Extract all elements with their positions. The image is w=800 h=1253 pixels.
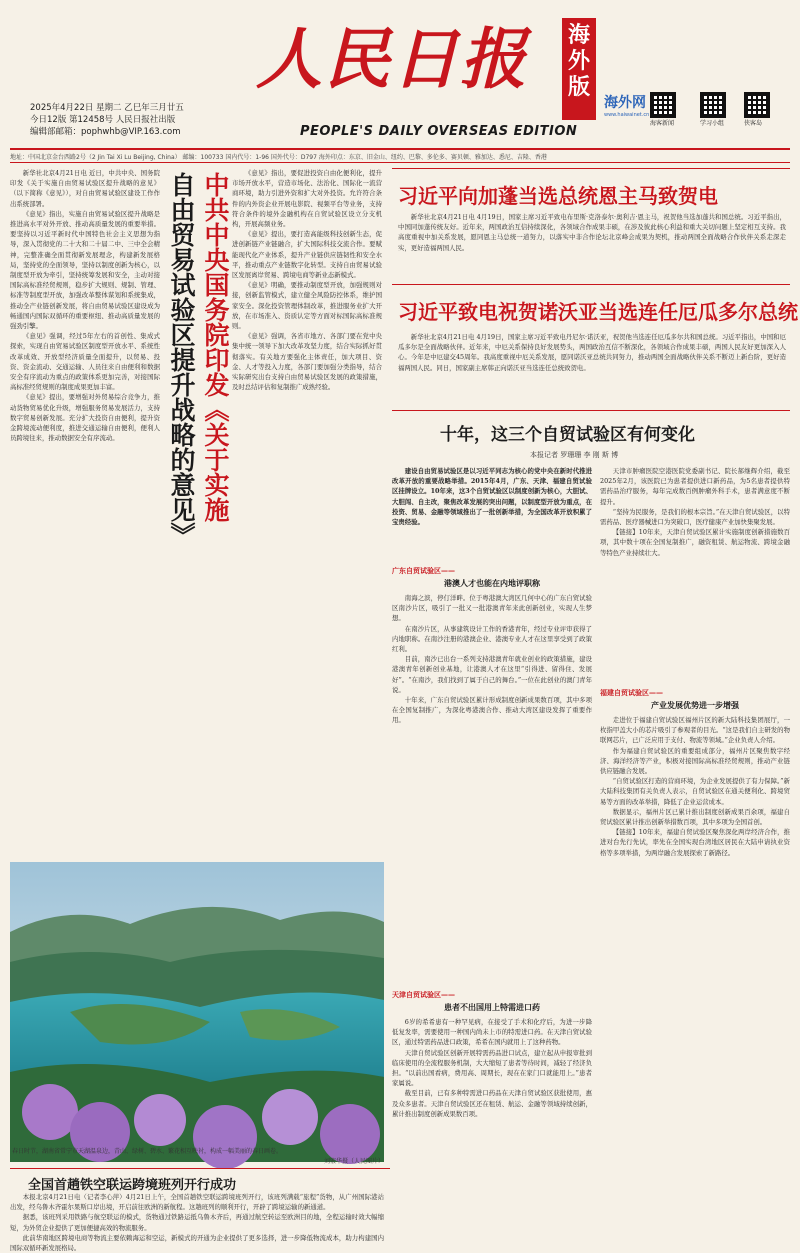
section-paragraph: 天津自贸试验区创新开展特需药品进口试点，建立起从申报审批到临床使用的全流程服务机制，大大缩短了患者等待时间，减轻了经济负担。“以前出国看病，费用高、周期长，现在在家门口就能用上。”患者家属说。 <box>392 1048 592 1088</box>
feature-right-column <box>600 466 790 684</box>
section-tianjin <box>392 990 592 1197</box>
lead-paragraph: 《意见》指出，要促进投资自由化便利化，提升市场开放水平，营造市场化、法治化、国际化一流营商环境，助力引进外资和扩大对外投资。允许符合条件的内外资企业开展电影院、视频平台等业务，支持符合条件的境外金融机构在自贸试验区设立分支机构，开展高频业务。 <box>232 169 382 229</box>
haiwainet-name: 海外网 <box>604 95 646 111</box>
qr-label-2: 学习小组 <box>700 120 725 127</box>
section-tag: 广东自贸试验区—— <box>392 567 455 575</box>
qr-code-icon <box>650 92 676 118</box>
news2-body <box>398 332 786 404</box>
section-title[interactable]: 患者不出国用上特需进口药 <box>444 1003 540 1012</box>
lead-title-line-2[interactable]: 自由贸易试验区提升战略的意见》 <box>167 172 196 547</box>
lead-paragraph: 《意见》强调，各省市地方、各部门要在党中央集中统一领导下加大改革攻坚力度，结合实际抓好贯彻落实。有关地方要强化主体责任，加大项目、资金、人才等投入力度，各部门要加强分类指导，结合实际研究出台支持自由贸易试验区发展的政策措施，及时总结评估和复制推广成熟经验。 <box>232 332 382 392</box>
railway-body <box>10 1192 384 1253</box>
haiwainet-url: www.haiwainet.cn <box>604 112 650 118</box>
section-paragraph: 截至目前，已有多种特需进口药品在天津自贸试验区获批使用，惠及众多患者。天津自贸试验区还在租赁、航运、金融等领域持续创新，累计推出制度创新成果数百项。 <box>392 1089 592 1118</box>
section-tag: 天津自贸试验区—— <box>392 991 455 999</box>
feature-paragraph: “坚持为民服务，是我们的根本宗旨。”在天津自贸试验区，以特需药品、医疗器械进口为突破口，医疗健康产业加快集聚发展。 <box>600 507 790 527</box>
qr-code-icon <box>700 92 726 118</box>
section-paragraph: 数据显示，福州片区已累计推出制度创新成果百余项，福建自贸试验区累计推出创新举措数百项，其中多项为全国首创。 <box>600 807 790 827</box>
section-paragraph: 十年来，广东自贸试验区累计形成制度创新成果数百项，其中多项在全国复制推广，为深化粤港澳合作、推动大湾区建设发挥了重要作用。 <box>392 696 592 725</box>
infobar-rule <box>10 162 790 163</box>
section-body <box>392 1017 592 1197</box>
lead-title-line-1[interactable]: 中共中央国务院印发《关于实施 <box>201 172 230 522</box>
qr-group-2[interactable] <box>700 92 726 130</box>
section-guangdong <box>392 566 592 893</box>
section-title[interactable]: 产业发展优势进一步增强 <box>651 701 739 710</box>
section-paragraph: 在南沙片区，从事建筑设计工作的香港青年，经过专业评审获得了内地职称。在南沙注册的港澳企业、港澳专业人才在这里享受到了政策红利。 <box>392 624 592 654</box>
lead-column-1 <box>10 168 160 858</box>
section-title[interactable]: 港澳人才也能在内地评职称 <box>444 579 540 588</box>
news2-paragraph: 新华社北京4月21日电 4月19日，国家主席习近平致电丹尼尔·诺沃亚，祝贺他当选连任厄瓜多尔共和国总统。习近平指出，中国和厄瓜多尔是全面战略伙伴。近年来，中厄关系保持良好发展势头，两国政治互信不断深化，各领域合作成果丰硕，两国人民友好更加深入人心。今年是中厄建交45周年。我高度重视中厄关系发展，愿同诺沃亚总统共同努力，推动两国全面战略伙伴关系不断迈上新台阶，更好造福两国人民。同日，国家副主席韩正向诺沃亚当选连任总统致贺电。 <box>398 333 786 372</box>
section-paragraph: 走进位于福建自贸试验区福州片区的新大陆科技集团展厅，一枚指甲盖大小的芯片吸引了参观者的目光。“这是我们自主研发的物联网芯片，已广泛应用于支付、物流等领域。”企业负责人介绍。 <box>600 716 790 745</box>
section-paragraph: 目前，南沙已出台一系列支持港澳青年就业创业的政策措施，建设港澳青年创新创业基地，让港澳人才在这里“引得进、留得住、发展好”。“在南沙，我们找到了属于自己的舞台。”一位在此创业的澳门青年说。 <box>392 655 592 694</box>
qr-code-icon <box>744 92 770 118</box>
section-paragraph: 【链接】10年来，福建自贸试验区聚焦深化两岸经济合作，推进对台先行先试，率先在全国实现台湾地区居民在大陆申请执业资格等多项举措，为两岸融合发展探索了新路径。 <box>600 828 790 857</box>
lead-paragraph: 《意见》提出，要打造高能级科技创新生态，促进创新链产业链融合，扩大国际科技交流合作。要赋能现代化产业体系，提升产业链供应链韧性和安全水平，推动重点产业链数字化转型。支持自由贸易试验区发展离岸贸易、跨境电商等新业态新模式。 <box>232 230 382 280</box>
railway-paragraph: 本报北京4月21日电（记者李心萍）4月21日上午，全国首趟铁空联运跨境班列开行，该班列满载“旅程”货物，从广州国际港站出发，经乌鲁木齐霍尔果斯口岸出境，开启前往欧洲的新航程。这趟班列的顺利开行，开辟了跨境运输的新通道。 <box>10 1193 384 1212</box>
qr-label-3: 侠客岛 <box>744 120 763 127</box>
section-tag: 福建自贸试验区—— <box>600 689 663 697</box>
masthead-rule <box>10 148 790 150</box>
editorial-email[interactable]: 编辑部邮箱：pophwhb@VIP.163.com <box>30 127 181 137</box>
lead-column-2 <box>232 168 382 858</box>
lake-landscape-photo[interactable] <box>10 862 384 1162</box>
lead-paragraph: 《意见》明确，要推动制度型开放，加强规则对接，创新监管模式，建立健全风险防控体系，维护国家安全。深化投资管理体制改革，推进服务业扩大开放，在市场准入、资质认定等方面对标国际高标准规则。 <box>232 281 382 331</box>
section-paragraph: 南海之滨，停仃洋畔。位于粤港澳大湾区几何中心的广东自贸试验区南沙片区，吸引了一批又一批港澳青年来此创新创业，实现人生梦想。 <box>392 594 592 623</box>
photo1-credit: 刘宏华摄（人民图片） <box>323 1158 384 1165</box>
railway-top-rule <box>10 1168 390 1169</box>
lake-landscape-image <box>10 862 384 1162</box>
photo1-caption: 春日时节，湖南省常宁市天湖温泉边，青山、绿树、碧水、繁花相互映衬，构成一幅美丽的春日画卷。 <box>12 1148 283 1155</box>
issue-date: 2025年4月22日 星期二 乙巳年三月廿五 <box>30 103 184 113</box>
masthead <box>18 6 788 152</box>
lead-paragraph: 《意见》提出，要增强对外贸易综合竞争力，推动货物贸易优化升级，增强服务贸易发展活力，支持数字贸易创新发展。充分扩大投资自由便利，提升资金跨境流动便利度，推进交通运输自由便利，便利人员跨境往来，推动数据安全有序流动。 <box>10 393 160 443</box>
section-body <box>600 715 790 1195</box>
news2-headline[interactable]: 习近平致电祝贺诺沃亚当选连任厄瓜多尔总统 <box>398 300 798 324</box>
edition-badge-text: 海外版 <box>567 22 590 100</box>
section-fujian <box>600 688 790 1195</box>
section-paragraph: 作为福建自贸试验区的重要组成部分，福州片区聚焦数字经济、海洋经济等产业，积极对接国际高标准经贸规则，推动产业链供应链融合发展。 <box>600 746 790 776</box>
railway-paragraph: 此前华南地区跨境电商等物流主要依赖海运和空运，新模式的开通为企业提供了更多选择，进一步降低物流成本，助力构建国内国际双循环新发展格局。 <box>10 1233 384 1253</box>
section-paragraph: “自贸试验区打造的营商环境，为企业发展提供了有力保障。”新大陆科技集团有关负责人表示，自贸试验区在通关便利化、跨境贸易等方面的改革举措，降低了企业运营成本。 <box>600 777 790 806</box>
news1-headline[interactable]: 习近平向加蓬当选总统恩主马致贺电 <box>398 184 718 208</box>
news2-bottom-rule <box>392 410 790 411</box>
news1-body <box>398 212 786 278</box>
feature-intro-paragraph: 建设自由贸易试验区是以习近平同志为核心的党中央在新时代推进改革开放的重要战略举措。2015年4月，广东、天津、福建自贸试验区挂牌设立。10年来，这3个自贸试验区以制度创新为核心，大胆试、大胆闯、自主改，聚焦改革发展的突出问题，以制度型开放为重点，在投资、贸易、金融等领域推出了一批创新举措，为全国改革开放积累了宝贵经验。 <box>392 467 592 527</box>
news1-paragraph: 新华社北京4月21日电 4月19日，国家主席习近平致电布里斯·克洛泰尔·奥利吉·恩主马，祝贺他当选加蓬共和国总统。习近平指出，中国同加蓬传统友好。近年来，两国政治互信持续深化，各领域合作成果丰硕，在涉及彼此核心利益和重大关切问题上坚定相互支持。我高度重视中加关系发展，愿同恩主马总统一道努力，以落实中非合作论坛北京峰会成果为契机，推动两国全面战略合作伙伴关系走深走实，更好造福两国人民。 <box>398 213 786 252</box>
news1-top-rule <box>392 168 790 169</box>
railway-headline[interactable]: 全国首趟铁空联运跨境班列开行成功 <box>28 1178 237 1193</box>
feature-headline[interactable]: 十年，这三个自贸试验区有何变化 <box>440 425 695 445</box>
newspaper-logo: 人民日报 <box>256 20 528 98</box>
lead-paragraph: 新华社北京4月21日电 近日，中共中央、国务院印发《关于实施自由贸易试验区提升战略的意见》（以下简称《意见》），对自由贸易试验区建设工作作出系统部署。 <box>10 169 160 208</box>
haiwainet-logo[interactable] <box>604 92 648 118</box>
feature-byline: 本报记者 罗珊珊 李 刚 斯 博 <box>530 451 619 459</box>
feature-intro <box>392 466 592 558</box>
edition-badge <box>562 18 596 120</box>
feature-paragraph: 天津市肿瘤医院空港医院党委副书记、院长郝继辉介绍，截至2025年2月，该医院已为患者提供进口新药品，为5名患者提供特需药品治疗服务，每年完成数百例肿瘤外科手术，患者满意度不断提升。 <box>600 467 790 506</box>
railway-paragraph: 据悉，该班列采用铁路与航空联运的模式，货物通过铁路运抵乌鲁木齐后，再通过航空转运至欧洲目的地，全程运输时效大幅缩短，为外贸企业提供了更加便捷高效的物流服务。 <box>10 1213 384 1232</box>
lead-paragraph: 《意见》指出，实施自由贸易试验区提升战略是推进高水平对外开放、推动高质量发展的重要举措。要坚持以习近平新时代中国特色社会主义思想为指导，深入贯彻党的二十大和二十届二中、三中全会精神，完整准确全面贯彻新发展理念，构建新发展格局，坚持党的全面领导，坚持以制度创新为核心，以制度型开放为牵引，坚持统筹发展和安全，主动对接国际高标准经贸规则，稳步扩大规则、规制、管理、标准等制度型开放，加强改革整体谋划和系统集成，推动全产业链创新发展，将自由贸易试验区建设成为畅通国内国际双循环的重要枢纽、推动高质量发展的强劲引擎。 <box>10 209 160 331</box>
section-body <box>392 593 592 893</box>
lead-paragraph: 《意见》强调，经过5年左右的首创性、集成式探索，实现自由贸易试验区制度型开放水平、系统性改革成效、开放型经济质量全面提升，以贸易、投资、资金流动、交通运输、人员往来自由便利和数据安全有序流动为重点的政策体系更加完善，对接国际高标准经贸规则的制度成果更加丰富。 <box>10 332 160 392</box>
issue-number: 今日12版 第12458号 人民日报社出版 <box>30 115 176 125</box>
news1-bottom-rule <box>392 284 790 285</box>
address-bar: 地址：中国北京金台西路2号（2 Jin Tai Xi Lu Beijing, China） 邮编：100733 国内代号：1-96 国外代号：D797 海外印点：东京、旧金山、纽约、巴黎、多伦多、赛贝顿、雅加达、悉尼、吉隆、香港 <box>10 154 547 161</box>
feature-paragraph: 【链接】10年来，天津自贸试验区累计实施制度创新措施数百项，其中数十项在全国复制推广，融资租赁、航运物流、跨境金融等特色产业持续壮大。 <box>600 528 790 557</box>
section-paragraph: 6岁的希希患有一种罕见病，在接受了手术和化疗后，为进一步降低复发率，需要使用一种国内尚未上市的特需进口药。在天津自贸试验区，通过特需药品进口政策，希希在国内就用上了这种药物。 <box>392 1018 592 1047</box>
english-title: PEOPLE'S DAILY OVERSEAS EDITION <box>300 124 578 139</box>
qr-group-3[interactable] <box>744 92 770 130</box>
qr-label-1: 海客新闻 <box>650 120 675 127</box>
qr-group-1[interactable] <box>650 92 676 130</box>
